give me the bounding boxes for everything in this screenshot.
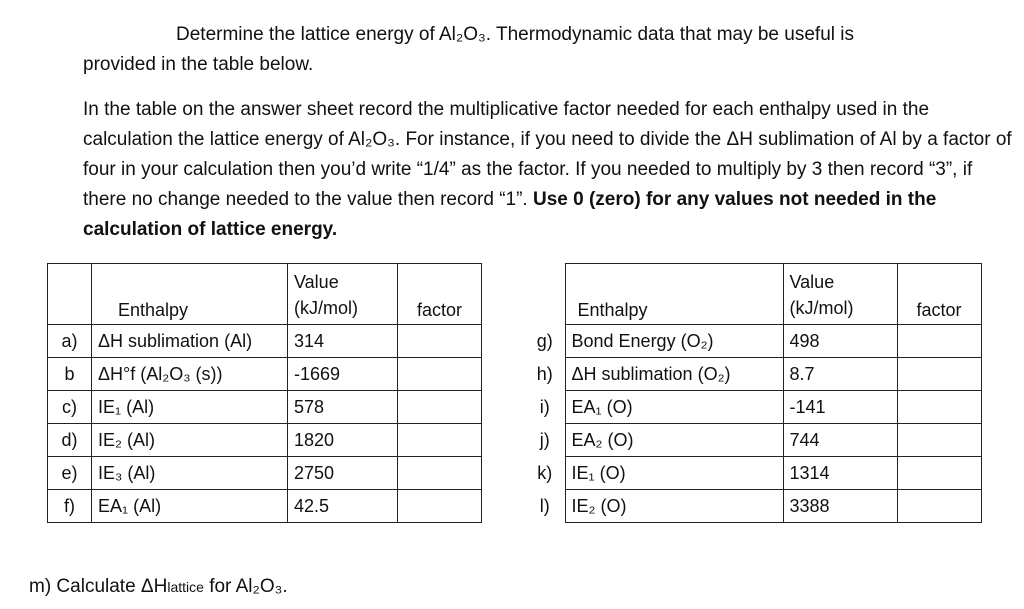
intro-line-2: provided in the table below. [83,54,314,75]
table-row [525,391,981,424]
table-row [48,490,482,523]
enthalpy-cell: Bond Energy (O₂) [565,325,783,358]
value-cell: 744 [783,424,897,457]
value-cell: 42.5 [288,490,398,523]
instructions-paragraph [83,95,1013,245]
intro-line-1: Determine the lattice energy of Al₂O₃. Thermodynamic data that may be useful is [176,24,854,45]
factor-cell[interactable] [897,457,981,490]
factor-header: factor [398,264,482,325]
enthalpy-table-left [47,263,482,523]
instructions-bold: Use 0 (zero) for any values not needed in the calculation of lattice energy. [83,189,937,240]
intro-paragraph [83,20,1013,80]
factor-cell[interactable] [897,424,981,457]
row-label: a) [48,325,92,358]
factor-cell[interactable] [398,490,482,523]
label-header-cell [48,264,92,325]
enthalpy-cell: ΔH°f (Al₂O₃ (s)) [92,358,288,391]
row-label: d) [48,424,92,457]
row-label: j) [525,424,565,457]
value-cell: 1314 [783,457,897,490]
row-label: k) [525,457,565,490]
row-label: f) [48,490,92,523]
value-cell: -1669 [288,358,398,391]
factor-cell[interactable] [398,424,482,457]
value-cell: 578 [288,391,398,424]
row-label: g) [525,325,565,358]
factor-cell[interactable] [897,325,981,358]
value-cell: -141 [783,391,897,424]
factor-cell[interactable] [398,457,482,490]
table-row [48,358,482,391]
instructions-text: In the table on the answer sheet record the multiplicative factor needed for each enthalpy used in the calculation the lattice energy of Al₂O₃. For instance, if you need to divide the ΔH sublimation of Al by a factor of four in your calculation then you’d write “1/4” as the factor. If you needed to multiply by 3 then record “3”, if there no change needed to the value then record “1”. [83,99,1012,210]
factor-cell[interactable] [897,358,981,391]
enthalpy-cell: IE₁ (Al) [92,391,288,424]
enthalpy-table-right [525,263,982,523]
enthalpy-cell: IE₁ (O) [565,457,783,490]
enthalpy-header: Enthalpy [565,264,783,325]
factor-cell[interactable] [897,391,981,424]
question-m: m) Calculate ΔHlattice for Al₂O₃. [29,576,288,597]
table-row [525,424,981,457]
table-header-row [525,264,981,325]
row-label: c) [48,391,92,424]
enthalpy-header: Enthalpy [92,264,288,325]
row-label: e) [48,457,92,490]
table-row [525,490,981,523]
row-label: b [48,358,92,391]
table-row [48,424,482,457]
enthalpy-cell: EA₁ (Al) [92,490,288,523]
factor-cell[interactable] [897,490,981,523]
enthalpy-cell: IE₂ (Al) [92,424,288,457]
enthalpy-cell: ΔH sublimation (Al) [92,325,288,358]
factor-cell[interactable] [398,391,482,424]
enthalpy-cell: ΔH sublimation (O₂) [565,358,783,391]
label-header-cell [525,264,565,325]
value-cell: 1820 [288,424,398,457]
factor-header: factor [897,264,981,325]
value-cell: 314 [288,325,398,358]
table-row [48,457,482,490]
value-cell: 3388 [783,490,897,523]
enthalpy-cell: IE₂ (O) [565,490,783,523]
value-cell: 8.7 [783,358,897,391]
value-header: Value (kJ/mol) [783,264,897,325]
table-row [48,325,482,358]
row-label: i) [525,391,565,424]
enthalpy-cell: IE₃ (Al) [92,457,288,490]
table-row [525,358,981,391]
value-header: Value (kJ/mol) [288,264,398,325]
table-header-row [48,264,482,325]
value-cell: 498 [783,325,897,358]
value-cell: 2750 [288,457,398,490]
row-label: l) [525,490,565,523]
row-label: h) [525,358,565,391]
enthalpy-cell: EA₁ (O) [565,391,783,424]
factor-cell[interactable] [398,325,482,358]
table-row [48,391,482,424]
table-row [525,457,981,490]
factor-cell[interactable] [398,358,482,391]
enthalpy-cell: EA₂ (O) [565,424,783,457]
table-row [525,325,981,358]
